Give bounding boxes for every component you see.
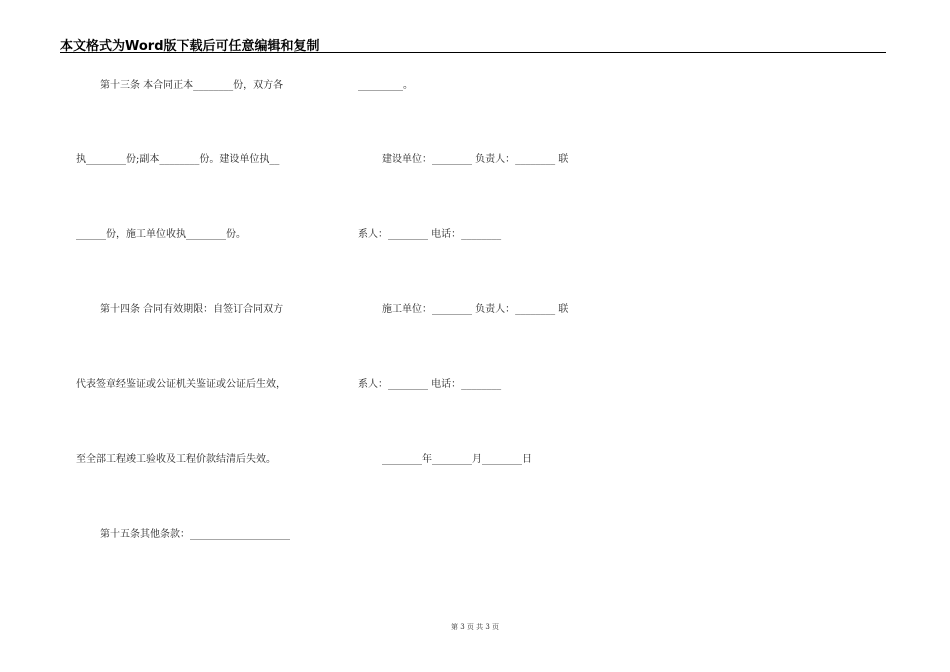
signing-date-line: ________年________月________日 [382,454,532,465]
clause-15-line: 第十五条其他条款：____________________ [100,529,290,540]
construction-unit-line: 建设单位：________ 负责人：________ 联 [382,154,569,165]
page-number-footer: 第 3 页 共 3 页 [450,623,500,631]
contractor-contact-line: 系人：________ 电话：________ [358,379,502,390]
document-header-title: 本文格式为Word版下载后可任意编辑和复制 [60,39,320,54]
clause-14-line-2: 代表签章经鉴证或公证机关鉴证或公证后生效， [76,379,286,390]
right-line-continuation: _________。 [358,80,413,91]
clause-14-line-3: 至全部工程竣工验收及工程价款结清后失效。 [76,454,276,465]
clause-13-line-2: 执________份;副本________份。建设单位执__ [76,154,280,165]
header-divider [60,52,886,53]
clause-13-line-1: 第十三条 本合同正本________份，双方各 [100,80,284,91]
clause-13-line-3: ______份，施工单位收执________份。 [76,229,246,240]
clause-14-line-1: 第十四条 合同有效期限：自签订合同双方 [100,304,284,315]
construction-contact-line: 系人：________ 电话：________ [358,229,502,240]
contractor-unit-line: 施工单位：________ 负责人：________ 联 [382,304,569,315]
